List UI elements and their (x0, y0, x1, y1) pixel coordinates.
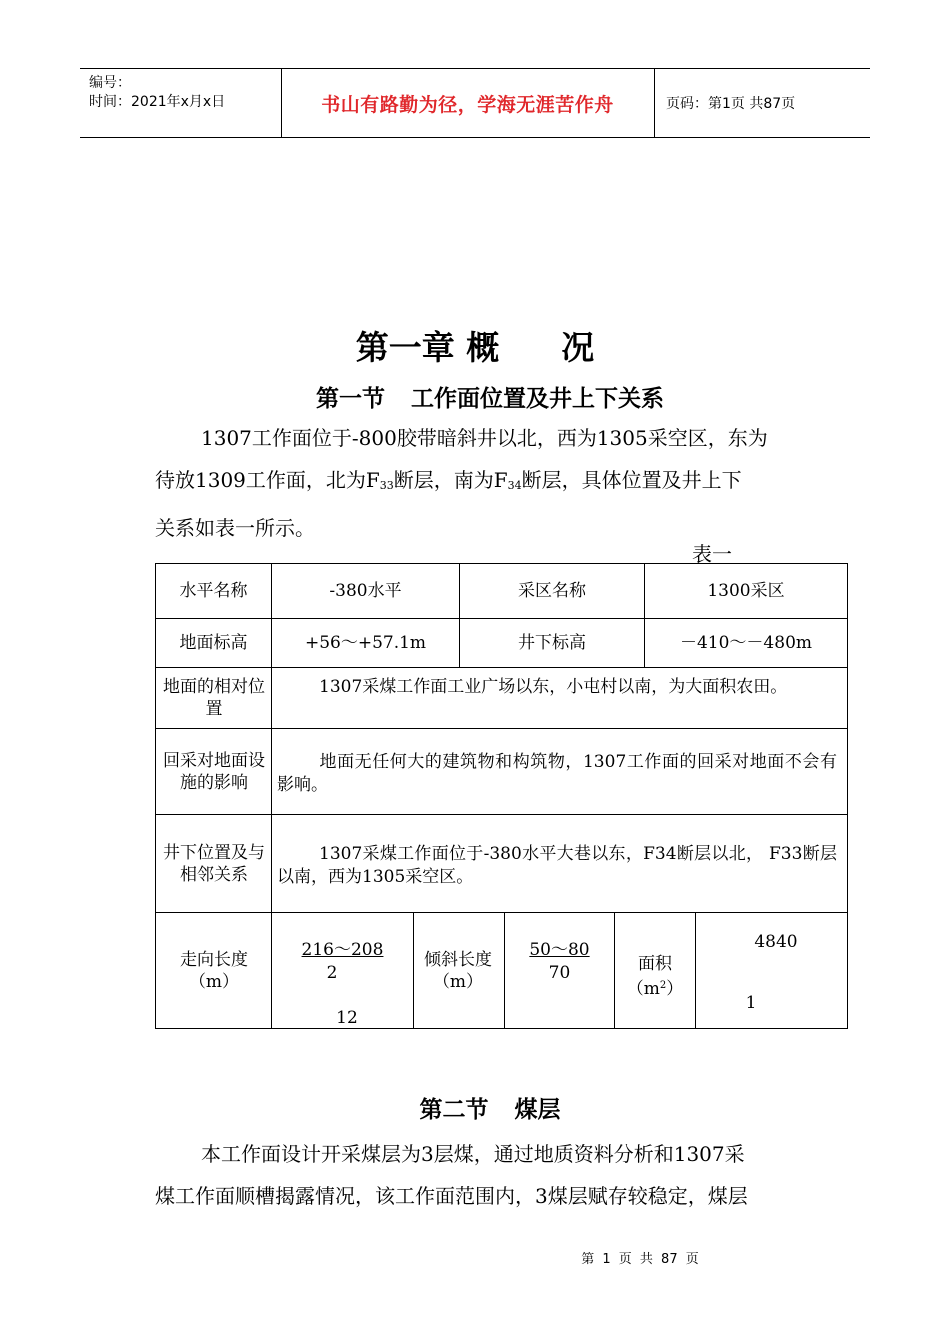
cell-incline-length-label: 倾斜长度（m） (424, 949, 492, 992)
cell-level-name-value: -380水平 (329, 581, 402, 601)
section-1-paragraph (155, 417, 835, 549)
text-run: 1307采煤工作面工业广场以东，小屯村以南，为大面积农田。 (319, 677, 788, 697)
cell-underground-elev-value: －410～－480m (679, 633, 812, 653)
cell-strike-length-range: 216～208 (301, 940, 384, 960)
cell-strike-length-value: 12 (336, 1008, 358, 1028)
text-run: （m (626, 979, 660, 999)
table-caption: 表一 (692, 542, 732, 566)
cell-underground-position-label: 井下位置及与相邻关系 (163, 842, 265, 885)
area-unit (615, 974, 695, 999)
section-1-title (0, 380, 950, 413)
text-run: ） (666, 979, 684, 999)
document-number: 编号： (89, 75, 131, 91)
header-motto-cell (281, 69, 655, 137)
cell-impact-label: 回采对地面设施的影响 (163, 750, 265, 793)
cell-strike-length-label: 走向长度（m） (180, 949, 248, 992)
text-run: 地面无任何大的建筑物和构筑物，1307工作面的回采对地面不会有影响。 (277, 752, 837, 795)
para-line: 本工作面设计开采煤层为3层煤，通过地质资料分析和1307采 (201, 1142, 745, 1166)
cell-incline-length-value: 70 (548, 963, 571, 983)
chapter-title (0, 322, 950, 369)
text-run: 断层，具体位置及井上下 (521, 468, 742, 492)
para-line: 关系如表一所示。 (155, 516, 315, 540)
page-header (80, 68, 870, 138)
area-label: 面积 (638, 954, 672, 974)
subscript: 34 (507, 479, 522, 492)
section-2-title (0, 1091, 950, 1124)
text-run: 断层，南为F (393, 468, 508, 492)
header-meta (80, 69, 282, 137)
cell-underground-elev-label: 井下标高 (518, 633, 586, 653)
para-line: 1307工作面位于-800胶带暗斜井以北，西为1305采空区，东为 (201, 426, 768, 450)
motto: 书山有路勤为径，学海无涯苦作舟 (321, 93, 614, 116)
chapter-title-part-b: 况 (561, 328, 595, 367)
cell-incline-length-range: 50～80 (529, 940, 590, 960)
para-line: 煤工作面顺槽揭露情况，该工作面范围内，3煤层赋存较稳定，煤层 (155, 1184, 748, 1208)
cell-surface-elev-value: +56～+57.1m (304, 633, 427, 653)
section-2-paragraph (155, 1133, 835, 1217)
section-2-number: 第二节 (419, 1097, 489, 1123)
cell-surface-elev-label: 地面标高 (179, 633, 248, 653)
cell-level-name-label: 水平名称 (179, 581, 248, 601)
cell-relative-position-text (277, 676, 837, 699)
superscript: 2 (659, 980, 667, 991)
document-date: 时间：2021年x月x日 (89, 94, 226, 110)
cell-district-label: 采区名称 (518, 581, 586, 601)
text-run: 1307采煤工作面位于-380水平大巷以东，F34断层以北， F33断层以南，西为1305采空区。 (277, 844, 837, 887)
para-line (155, 459, 835, 507)
page-code: 页码：第1页 共87页 (666, 96, 796, 112)
info-table (155, 563, 848, 1029)
text-run: 待放1309工作面，北为F (155, 468, 380, 492)
page-footer: 第 1 页 共 87 页 (581, 1252, 699, 1267)
section-1-heading: 工作面位置及井上下关系 (411, 386, 664, 412)
cell-underground-position-text (277, 843, 837, 889)
subscript: 33 (379, 479, 394, 492)
cell-relative-position-label: 地面的相对位置 (163, 677, 265, 719)
cell-area-value: 4840 (754, 932, 798, 952)
cell-district-value: 1300采区 (707, 581, 785, 601)
section-1-number: 第一节 (316, 386, 385, 412)
cell-area-label (615, 949, 695, 999)
cell-area-value-2: 1 (745, 993, 757, 1013)
cell-impact-text (277, 751, 837, 797)
section-2-heading: 煤层 (514, 1097, 561, 1123)
chapter-title-part-a: 第一章 概 (355, 328, 500, 367)
cell-strike-length-mid: 2 (326, 963, 338, 983)
header-page-cell (655, 69, 870, 137)
